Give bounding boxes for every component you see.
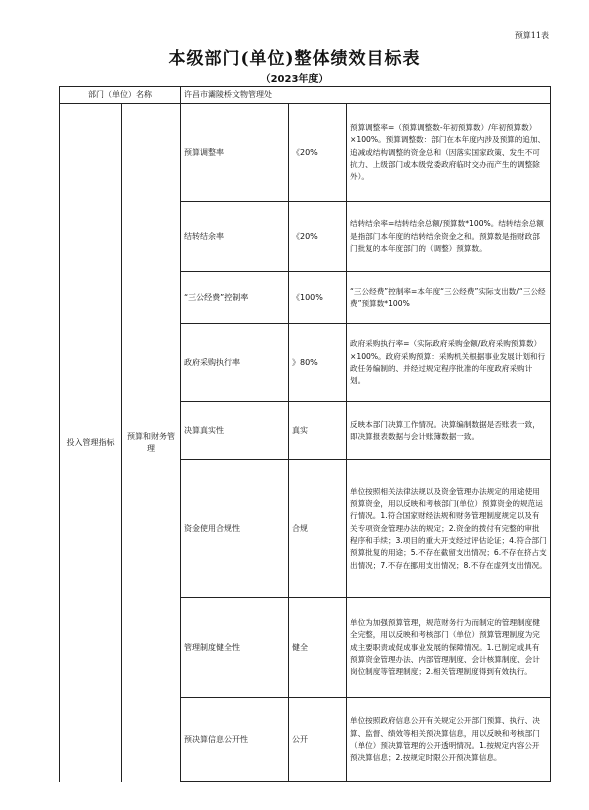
page-title: 本级部门(单位)整体绩效目标表 xyxy=(168,49,421,69)
indicator-name: 政府采购执行率 xyxy=(181,324,289,402)
indicator-name: 预决算信息公开性 xyxy=(181,698,289,782)
indicator-value: 真实 xyxy=(289,402,347,460)
category-level1: 投入管理指标 xyxy=(60,104,122,782)
indicator-desc: 结转结余率=结转结余总额/预算数*100%。结转结余总额是指部门本年度的结转结余资金之和。预算数是指财政部门批复的本年度部门的（调整）预算数。 xyxy=(347,202,551,272)
indicator-value: 合规 xyxy=(289,460,347,598)
dept-label: 部门（单位）名称 xyxy=(60,87,181,104)
indicator-desc: “三公经费”控制率=本年度“三公经费”实际支出数/“三公经费”预算数*100% xyxy=(347,272,551,324)
dept-row xyxy=(60,87,551,104)
table-row xyxy=(60,104,551,202)
category-level2: 预算和财务管理 xyxy=(122,104,181,782)
indicator-desc: 预算调整率=（预算调整数-年初预算数）/年初预算数）×100%。预算调整数：部门在本年度内涉及预算的追加、追减或结构调整的资金总和（因落实国家政策、发生不可抗力、上级部门或本级党委政府临时交办而产生的调整除外）。 xyxy=(347,104,551,202)
indicator-name: 预算调整率 xyxy=(181,104,289,202)
indicator-value: 《20% xyxy=(289,104,347,202)
indicator-name: 资金使用合规性 xyxy=(181,460,289,598)
indicator-desc: 单位为加强预算管理，规范财务行为而制定的管理制度健全完整，用以反映和考核部门（单位）预算管理制度为完成主要职责或促成事业发展的保障情况。1.已制定或具有预算资金管理办法、内部管理制度、会计核算制度、会计岗位制度等管理制度；2.相关管理制度得到有效执行。 xyxy=(347,598,551,698)
indicator-desc: 单位按照政府信息公开有关规定公开部门预算、执行、决算、监督、绩效等相关预决算信息，用以反映和考核部门（单位）预决算管理的公开透明情况。1.按规定内容公开预决算信息；2.按规定时限公开预决算信息。 xyxy=(347,698,551,782)
indicator-desc: 反映本部门决算工作情况。决算编制数据是否账表一致，即决算报表数据与会计账簿数据一致。 xyxy=(347,402,551,460)
indicator-value: 》80% xyxy=(289,324,347,402)
performance-target-table xyxy=(59,86,551,782)
dept-name: 许昌市灞陵桥文物管理处 xyxy=(181,87,551,104)
indicator-desc: 政府采购执行率=（实际政府采购金额/政府采购预算数）×100%。政府采购预算：采购机关根据事业发展计划和行政任务编制的、并经过规定程序批准的年度政府采购计划。 xyxy=(347,324,551,402)
indicator-value: 公开 xyxy=(289,698,347,782)
indicator-name: 决算真实性 xyxy=(181,402,289,460)
indicator-name: 结转结余率 xyxy=(181,202,289,272)
fiscal-year: （2023年度） xyxy=(260,74,329,85)
indicator-name: 管理制度健全性 xyxy=(181,598,289,698)
indicator-value: 健全 xyxy=(289,598,347,698)
indicator-value: 《100% xyxy=(289,272,347,324)
indicator-value: 《20% xyxy=(289,202,347,272)
indicator-desc: 单位按照相关法律法规以及资金管理办法规定的用途使用预算资金，用以反映和考核部门(单位）预算资金的规范运行情况。1.符合国家财经法规和财务管理制度规定以及有关专项资金管理办法的规定；2.资金的拨付有完整的审批程序和手续；3.项目的重大开支经过评估论证；4.符合部门预算批复的用途；5.不存在截留支出情况；6.不存在挤占支出情况；7.不存在挪用支出情况；8.不存在虚列支出情况。 xyxy=(347,460,551,598)
form-code: 预算11表 xyxy=(514,31,549,40)
indicator-name: “三公经费”控制率 xyxy=(181,272,289,324)
